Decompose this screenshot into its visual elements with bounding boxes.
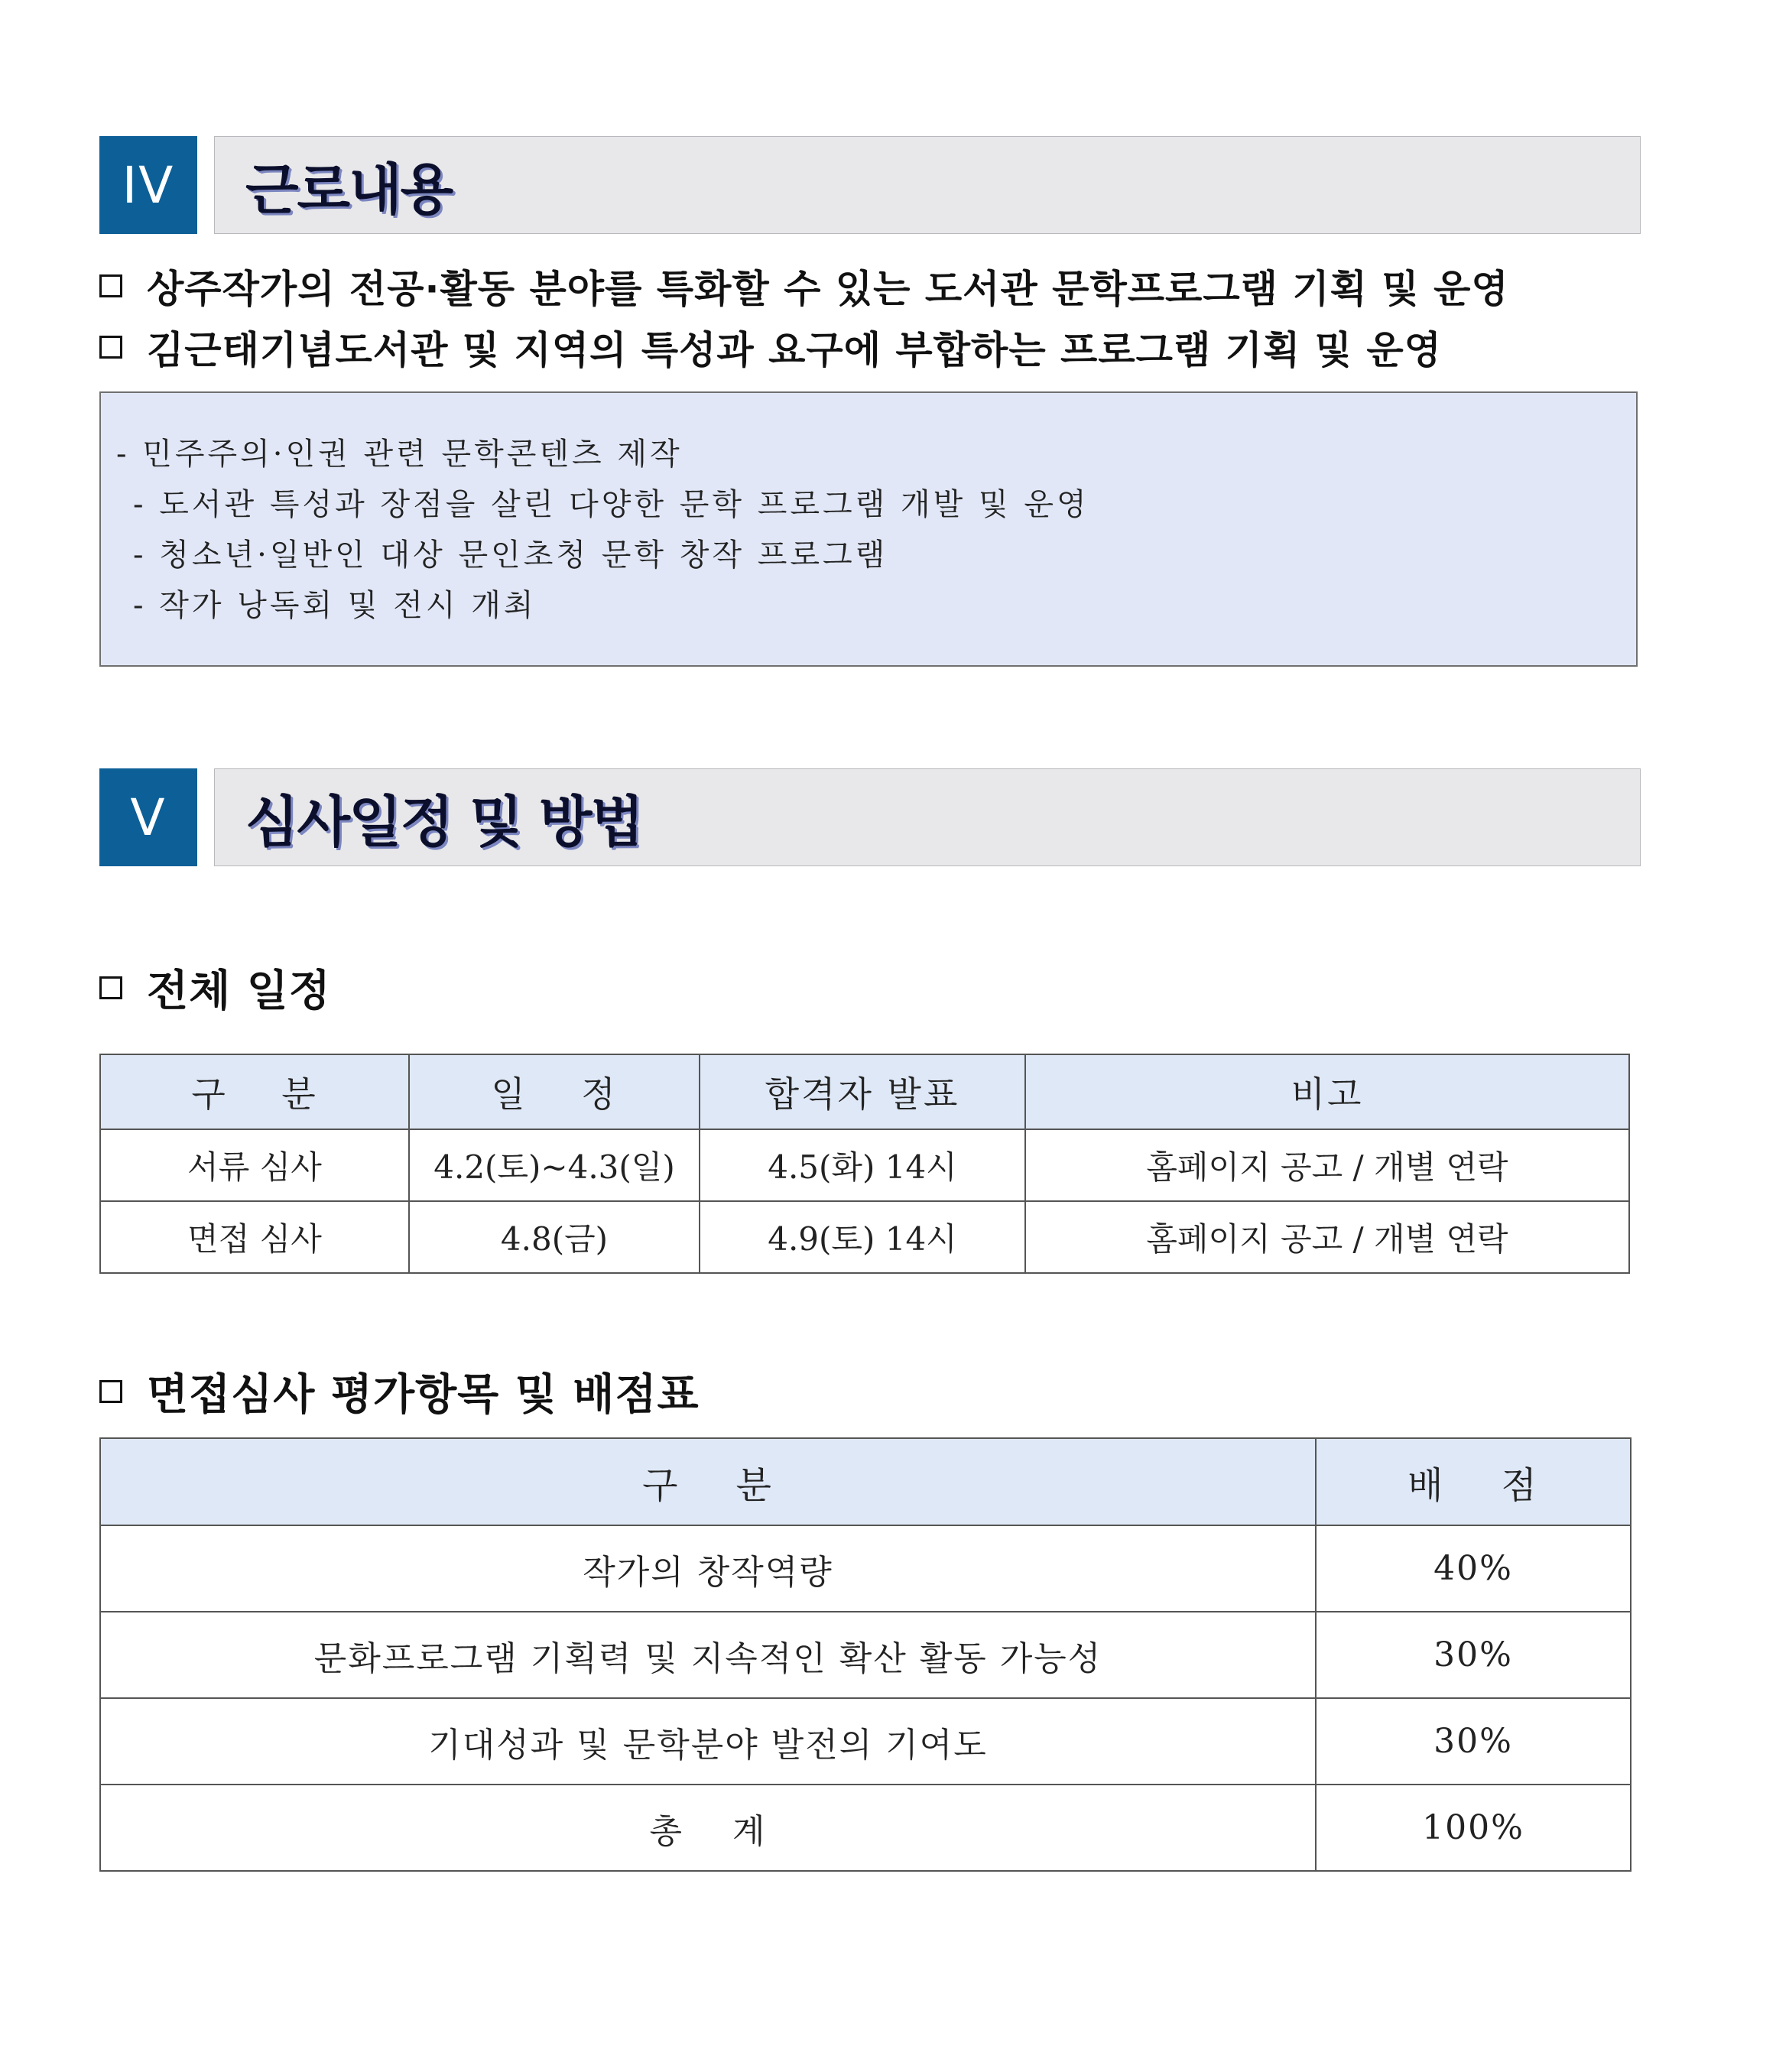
table-cell: 4.2(토)~4.3(일)	[409, 1129, 700, 1201]
table-row	[100, 1201, 1629, 1273]
section-header-v	[99, 768, 1641, 866]
table-row	[100, 1129, 1629, 1201]
header-cell: 합격자 발표	[700, 1054, 1025, 1129]
table-cell: 총 계	[100, 1785, 1316, 1871]
table-cell: 4.9(토) 14시	[700, 1201, 1025, 1273]
section-title-bar	[214, 768, 1641, 866]
checkbox-square-icon	[99, 336, 122, 359]
detail-item: - 도서관 특성과 장점을 살린 다양한 문학 프로그램 개발 및 운영	[133, 487, 1089, 522]
detail-item: - 작가 낭독회 및 전시 개최	[133, 588, 537, 623]
schedule-heading	[99, 957, 331, 1018]
table-cell: 100%	[1316, 1785, 1631, 1871]
table-cell: 기대성과 및 문학분야 발전의 기여도	[100, 1698, 1316, 1785]
checkbox-square-icon	[99, 274, 122, 297]
section-title: 심사일정 및 방법	[245, 790, 642, 854]
header-cell: 구 분	[100, 1438, 1316, 1525]
score-heading	[99, 1361, 700, 1422]
table-row	[100, 1612, 1631, 1698]
header-cell: 비고	[1025, 1054, 1629, 1129]
bullet-text: 김근태기념도서관 및 지역의 특성과 요구에 부합하는 프로그램 기획 및 운영	[147, 328, 1442, 372]
table-cell: 홈페이지 공고 / 개별 연락	[1025, 1201, 1629, 1273]
header-cell: 구 분	[100, 1054, 409, 1129]
table-cell: 30%	[1316, 1698, 1631, 1785]
section-number: IV	[99, 136, 197, 234]
section-title-bar	[214, 136, 1641, 234]
section-number: V	[99, 768, 197, 866]
heading-text: 면접심사 평가항목 및 배점표	[147, 1370, 700, 1420]
detail-box	[99, 391, 1638, 667]
detail-item: - 청소년·일반인 대상 문인초청 문학 창작 프로그램	[133, 537, 888, 573]
table-cell: 30%	[1316, 1612, 1631, 1698]
header-cell: 일 정	[409, 1054, 700, 1129]
table-row	[100, 1785, 1631, 1871]
table-row	[100, 1525, 1631, 1612]
table-header-row	[100, 1438, 1631, 1525]
table-row	[100, 1698, 1631, 1785]
table-header-row	[100, 1054, 1629, 1129]
table-cell: 면접 심사	[100, 1201, 409, 1273]
table-cell: 4.5(화) 14시	[700, 1129, 1025, 1201]
table-cell: 서류 심사	[100, 1129, 409, 1201]
checkbox-square-icon	[99, 976, 122, 999]
bullet-item	[99, 320, 1442, 375]
bullet-text: 상주작가의 전공·활동 분야를 특화할 수 있는 도서관 문학프로그램 기획 및 운영	[147, 267, 1509, 311]
header-cell: 배 점	[1316, 1438, 1631, 1525]
section-title: 근로내용	[245, 158, 453, 222]
section-header-iv	[99, 136, 1641, 234]
detail-item: - 민주주의·인권 관련 문학콘텐츠 제작	[116, 437, 683, 472]
table-cell: 작가의 창작역량	[100, 1525, 1316, 1612]
table-cell: 4.8(금)	[409, 1201, 700, 1273]
table-cell: 40%	[1316, 1525, 1631, 1612]
checkbox-square-icon	[99, 1380, 122, 1403]
bullet-item	[99, 258, 1509, 313]
table-cell: 문화프로그램 기획력 및 지속적인 확산 활동 가능성	[100, 1612, 1316, 1698]
score-table	[99, 1437, 1632, 1872]
table-cell: 홈페이지 공고 / 개별 연락	[1025, 1129, 1629, 1201]
heading-text: 전체 일정	[147, 966, 331, 1016]
schedule-table	[99, 1054, 1630, 1274]
